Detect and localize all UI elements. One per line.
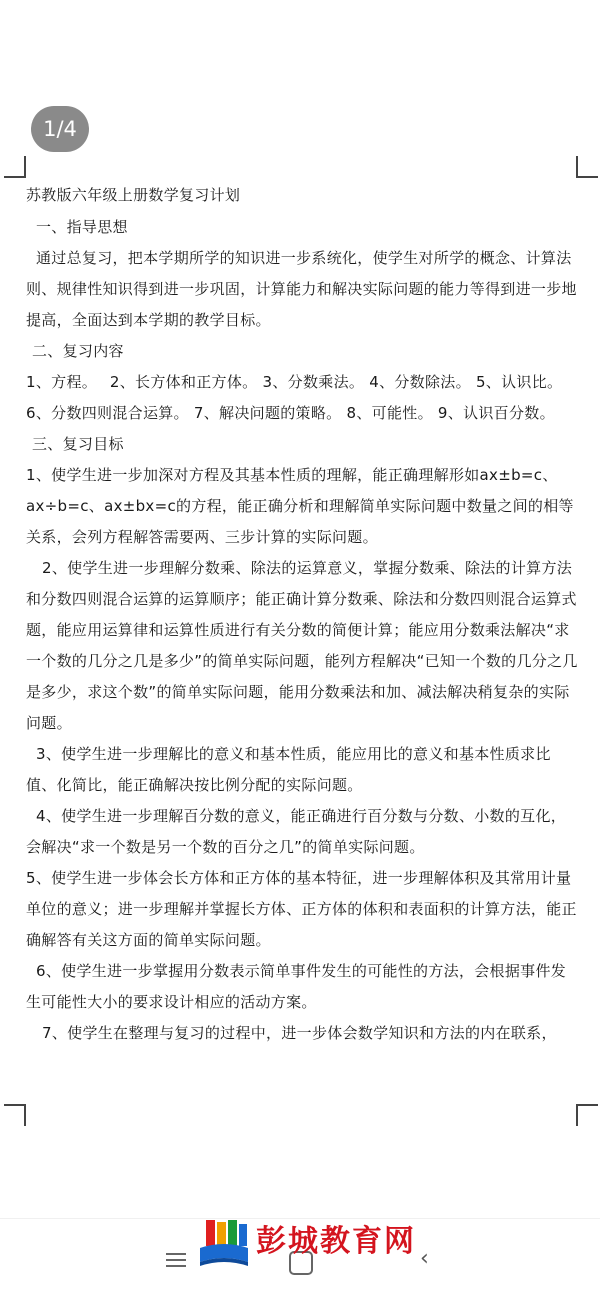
goal-item: 3、使学生进一步理解比的意义和基本性质，能应用比的意义和基本性质求比值、化简比，能正确解决按比例分配的实际问题。 (26, 745, 551, 794)
goal-item: 2、使学生进一步理解分数乘、除法的运算意义，掌握分数乘、除法的计算方法和分数四则混合运算的运算顺序；能正确计算分数乘、除法和分数四则混合运算式题，能应用运算律和运算性质进行有关分数的简便计算；能应用分数乘法解决“求一个数的几分之几是多少”的简单实际问题，能列方程解决“已知一个数的几分之几是多少，求这个数”的简单实际问题，能用分数乘法和加、减法解决稍复杂的实际问题。 (26, 559, 578, 732)
back-icon[interactable]: ‹ (420, 1246, 429, 1271)
section-heading: 三、复习目标 (32, 435, 124, 453)
section-heading: 一、指导思想 (36, 218, 128, 236)
goal-item: 1、使学生进一步加深对方程及其基本性质的理解，能正确理解形如ax±b=c、ax÷b=c、ax±bx=c的方程，能正确分析和理解简单实际问题中数量之间的相等关系，会列方程解答需要两、三步计算的实际问题。 (26, 466, 574, 546)
section-heading: 二、复习内容 (32, 342, 124, 360)
paragraph-guiding: 通过总复习，把本学期所学的知识进一步系统化，使学生对所学的概念、计算法则、规律性知识得到进一步巩固，计算能力和解决实际问题的能力等得到进一步地提高，全面达到本学期的教学目标。 (26, 249, 577, 329)
watermark (196, 1214, 426, 1274)
goal-item: 4、使学生进一步理解百分数的意义，能正确进行百分数与分数、小数的互化，会解决“求一个数是另一个数的百分之几”的简单实际问题。 (26, 807, 567, 856)
menu-icon[interactable] (166, 1249, 186, 1271)
page-corner-mark-bottom-right (576, 1104, 598, 1126)
page-corner-mark-bottom-left (4, 1104, 26, 1126)
goal-item: 6、使学生进一步掌握用分数表示简单事件发生的可能性的方法，会根据事件发生可能性大小的要求设计相应的活动方案。 (26, 962, 567, 1011)
paragraph-content: 1、方程。 2、长方体和正方体。 3、分数乘法。 4、分数除法。 5、认识比。 6、分数四则混合运算。 7、解决问题的策略。 8、可能性。 9、认识百分数。 (26, 373, 576, 422)
page-corner-mark-top-left (4, 156, 26, 178)
goal-item: 7、使学生在整理与复习的过程中，进一步体会数学知识和方法的内在联系， (42, 1024, 557, 1042)
books-logo-icon (196, 1218, 252, 1270)
page-corner-mark-top-right (576, 156, 598, 178)
document-body (26, 180, 578, 1049)
page-indicator: 1/4 (31, 106, 89, 152)
goal-item: 5、使学生进一步体会长方体和正方体的基本特征，进一步理解体积及其常用计量单位的意义；进一步理解并掌握长方体、正方体的体积和表面积的计算方法，能正确解答有关这方面的简单实际问题。 (26, 869, 577, 949)
watermark-text: 彭城教育网 (256, 1224, 416, 1259)
document-title: 苏教版六年级上册数学复习计划 (26, 186, 241, 204)
